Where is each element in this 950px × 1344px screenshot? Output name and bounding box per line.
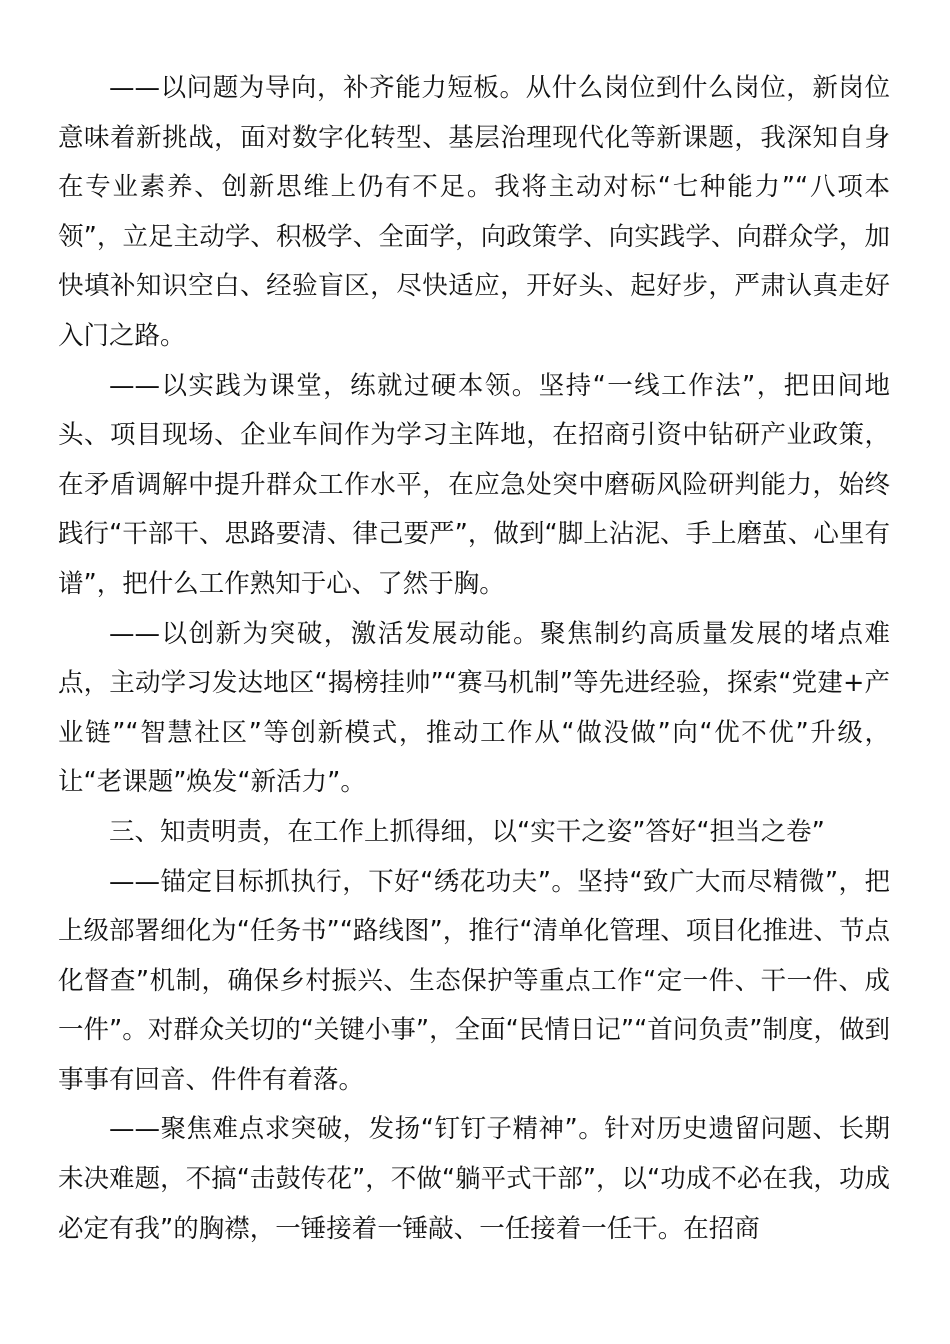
paragraph-problem-oriented: ——以问题为导向，补齐能力短板。从什么岗位到什么岗位，新岗位意味着新挑战，面对数字化转型、基层治理现代化等新课题，我深知自身在专业素养、创新思维上仍有不足。我将主动对标“七种能力”“八项本领”，立足主动学、积极学、全面学，向政策学、向实践学、向群众学，加快填补知识空白、经验盲区，尽快适应，开好头、起好步，严肃认真走好入门之路。 xyxy=(58,73,890,351)
document-body xyxy=(58,64,890,1254)
paragraph-innovation-breakthrough: ——以创新为突破，激活发展动能。聚焦制约高质量发展的堵点难点，主动学习发达地区“揭榜挂帅”“赛马机制”等先进经验，探索“党建+产业链”“智慧社区”等创新模式，推动工作从“做没做”向“优不优”升级，让“老课题”焕发“新活力”。 xyxy=(58,618,890,798)
paragraph-practice-classroom: ——以实践为课堂，练就过硬本领。坚持“一线工作法”，把田间地头、项目现场、企业车间作为学习主阵地，在招商引资中钻研产业政策，在矛盾调解中提升群众工作水平，在应急处突中磨砺风险研判能力，始终践行“干部干、思路要清、律己要严”，做到“脚上沾泥、手上磨茧、心里有谱”，把什么工作熟知于心、了然于胸。 xyxy=(58,370,890,599)
paragraph-target-execution: ——锚定目标抓执行，下好“绣花功夫”。坚持“致广大而尽精微”，把上级部署细化为“任务书”“路线图”，推行“清单化管理、项目化推进、节点化督查”机制，确保乡村振兴、生态保护等重点工作“定一件、干一件、成一件”。对群众关切的“关键小事”，全面“民情日记”“首问负责”制度，做到事事有回音、件件有着落。 xyxy=(58,866,890,1095)
section-heading-three: 三、知责明责，在工作上抓得细，以“实干之姿”答好“担当之卷” xyxy=(109,816,825,847)
paragraph-difficulty-breakthrough: ——聚焦难点求突破，发扬“钉钉子精神”。针对历史遗留问题、长期未决难题，不搞“击鼓传花”，不做“躺平式干部”，以“功成不必在我，功成必定有我”的胸襟，一锤接着一锤敲、一任接着一任干。在招商 xyxy=(58,1114,890,1244)
